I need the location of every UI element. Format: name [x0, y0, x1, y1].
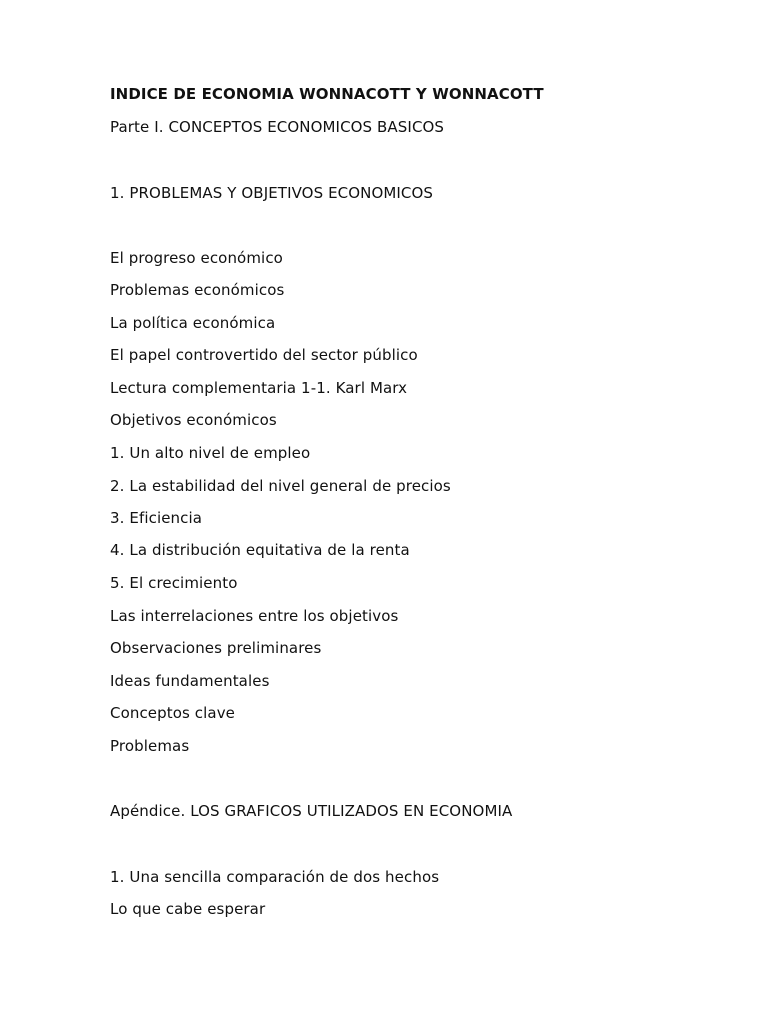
index-item: Objetivos económicos	[110, 411, 277, 429]
index-item: La política económica	[110, 314, 276, 332]
appendix-item: Lo que cabe esperar	[110, 900, 266, 918]
index-item: 3. Eficiencia	[110, 509, 203, 527]
index-item: 4. La distribución equitativa de la renta	[110, 541, 410, 559]
index-item: 5. El crecimiento	[110, 574, 238, 592]
index-item: Problemas económicos	[110, 281, 285, 299]
index-item: Lectura complementaria 1-1. Karl Marx	[110, 379, 408, 397]
appendix-heading: Apéndice. LOS GRAFICOS UTILIZADOS EN ECONOMIA	[110, 802, 513, 820]
part-heading: Parte I. CONCEPTOS ECONOMICOS BASICOS	[110, 118, 445, 136]
appendix-item: 1. Una sencilla comparación de dos hechos	[110, 868, 440, 886]
index-item: El progreso económico	[110, 249, 283, 267]
index-item: Problemas	[110, 737, 190, 755]
index-item: El papel controvertido del sector público	[110, 346, 418, 364]
index-item: 1. Un alto nivel de empleo	[110, 444, 311, 462]
index-item: 2. La estabilidad del nivel general de precios	[110, 477, 451, 495]
index-item: Observaciones preliminares	[110, 639, 322, 657]
chapter-heading: 1. PROBLEMAS Y OBJETIVOS ECONOMICOS	[110, 184, 434, 202]
index-item: Conceptos clave	[110, 704, 236, 722]
document-title: INDICE DE ECONOMIA WONNACOTT Y WONNACOTT	[110, 85, 544, 103]
index-item: Las interrelaciones entre los objetivos	[110, 607, 399, 625]
index-item: Ideas fundamentales	[110, 672, 270, 690]
